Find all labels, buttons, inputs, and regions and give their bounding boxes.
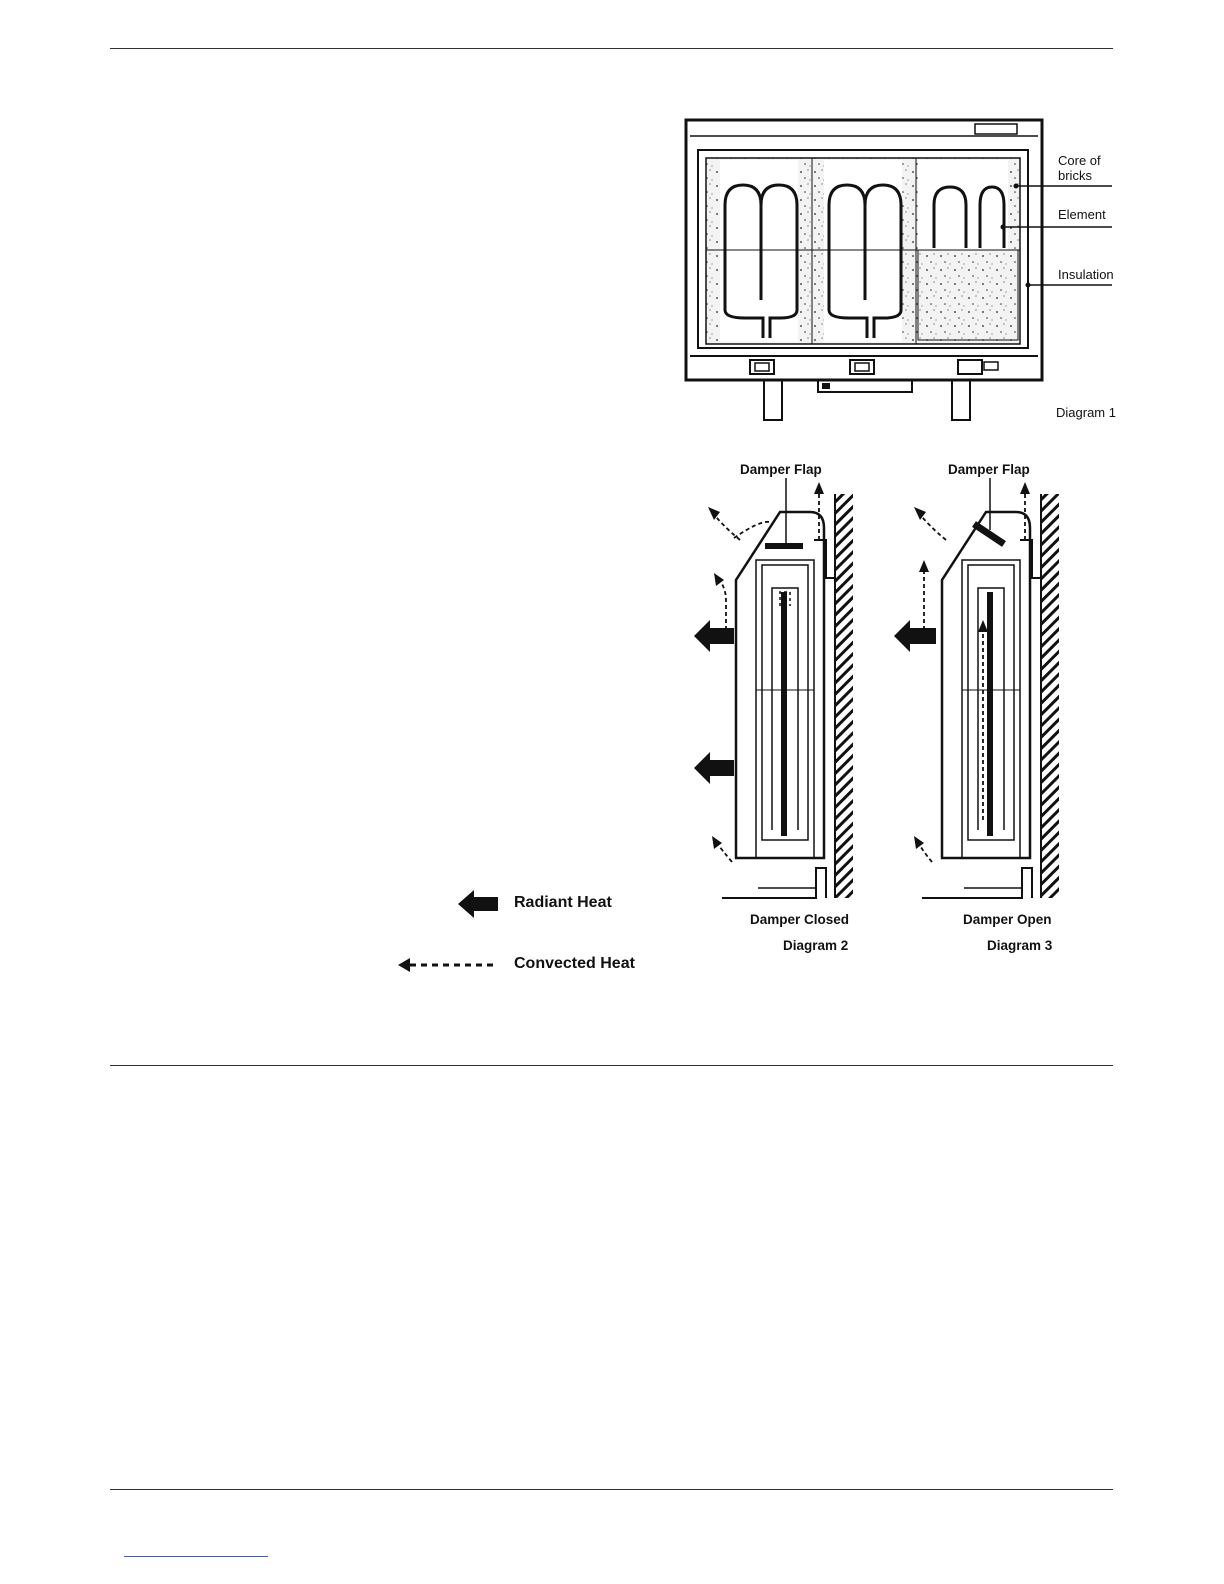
- label-element: Element: [1058, 207, 1106, 222]
- damper-flap-closed: [765, 543, 803, 549]
- convected-heat-symbol: [398, 958, 410, 972]
- caption-diagram-3: Diagram 3: [987, 938, 1053, 953]
- diagram-2: [694, 478, 853, 898]
- label-damper-closed: Damper Closed: [750, 912, 850, 927]
- diagram-1: [686, 120, 1112, 420]
- legend-symbols: [398, 890, 498, 972]
- radiant-arrow: [694, 620, 734, 652]
- label-damper-open: Damper Open: [963, 912, 1052, 927]
- label-damper-flap: Damper Flap: [948, 462, 1030, 477]
- heater-leg-left: [764, 380, 782, 420]
- heater-side-profile: [736, 512, 824, 858]
- caption-diagram-2: Diagram 2: [783, 938, 849, 953]
- damper-flap-open: [974, 524, 1004, 544]
- wall-hatch: [835, 494, 853, 898]
- caption-diagram-1: Diagram 1: [1056, 405, 1116, 420]
- label-core-of-bricks: Core of bricks: [1058, 153, 1101, 183]
- insulation-block: [918, 250, 1018, 340]
- label-damper-flap: Damper Flap: [740, 462, 822, 477]
- heater-leg-right: [952, 380, 970, 420]
- diagram-3: [894, 478, 1059, 898]
- radiant-arrow: [694, 752, 734, 784]
- legend-convected-heat: Convected Heat: [514, 955, 635, 972]
- radiant-heat-symbol: [458, 890, 498, 918]
- legend-radiant-heat: Radiant Heat: [514, 894, 612, 911]
- label-insulation: Insulation: [1058, 267, 1114, 282]
